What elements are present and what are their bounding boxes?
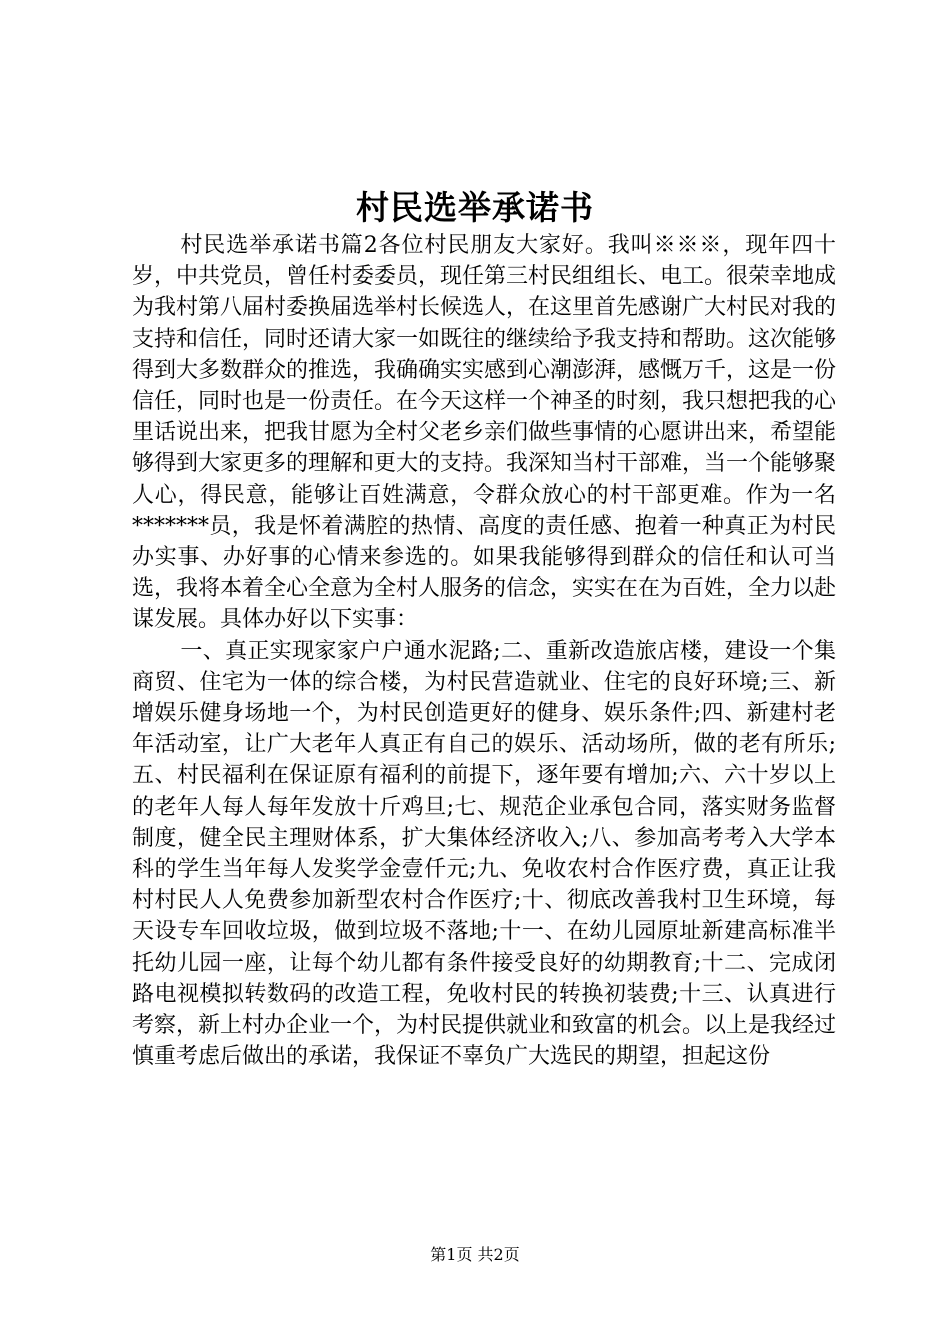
document-title: 村民选举承诺书 bbox=[356, 188, 594, 227]
document-body bbox=[132, 230, 836, 1072]
paragraph-intro: 村民选举承诺书篇2各位村民朋友大家好。我叫※※※，现年四十岁，中共党员，曾任村委委员，现任第三村民组组长、电工。很荣幸地成为我村第八届村委换届选举村长候选人，在这里首先感谢广大村民对我的支持和信任，同时还请大家一如既往的继续给予我支持和帮助。这次能够得到大多数群众的推选，我确确实实感到心潮澎湃，感慨万千，这是一份信任，同时也是一份责任。在今天这样一个神圣的时刻，我只想把我的心里话说出来，把我甘愿为全村父老乡亲们做些事情的心愿讲出来，希望能够得到大家更多的理解和更大的支持。我深知当村干部难，当一个能够聚人心，得民意，能够让百姓满意，令群众放心的村干部更难。作为一名*******员，我是怀着满腔的热情、高度的责任感、抱着一种真正为村民办实事、办好事的心情来参选的。如果我能够得到群众的信任和认可当选，我将本着全心全意为全村人服务的信念，实实在在为百姓，全力以赴谋发展。具体办好以下实事： bbox=[132, 233, 837, 633]
paragraph-commitments: 一、真正实现家家户户通水泥路;二、重新改造旅店楼，建设一个集商贸、住宅为一体的综合楼，为村民营造就业、住宅的良好环境;三、新增娱乐健身场地一个，为村民创造更好的健身、娱乐条件;四、新建村老年活动室，让广大老年人真正有自己的娱乐、活动场所，做的老有所乐;五、村民福利在保证原有福利的前提下，逐年要有增加;六、六十岁以上的老年人每人每年发放十斤鸡旦;七、规范企业承包合同，落实财务监督制度，健全民主理财体系，扩大集体经济收入;八、参加高考考入大学本科的学生当年每人发奖学金壹仟元;九、免收农村合作医疗费，真正让我村村民人人免费参加新型农村合作医疗;十、彻底改善我村卫生环境，每天设专车回收垃圾，做到垃圾不落地;十一、在幼儿园原址新建高标准半托幼儿园一座，让每个幼儿都有条件接受良好的幼期教育;十二、完成闭路电视模拟转数码的改造工程，免收村民的转换初装费;十三、认真进行考察，新上村办企业一个，为村民提供就业和致富的机会。以上是我经过慎重考虑后做出的承诺，我保证不辜负广大选民的期望，担起这份 bbox=[132, 638, 837, 1070]
page-footer: 第1页 共2页 bbox=[430, 1245, 520, 1264]
